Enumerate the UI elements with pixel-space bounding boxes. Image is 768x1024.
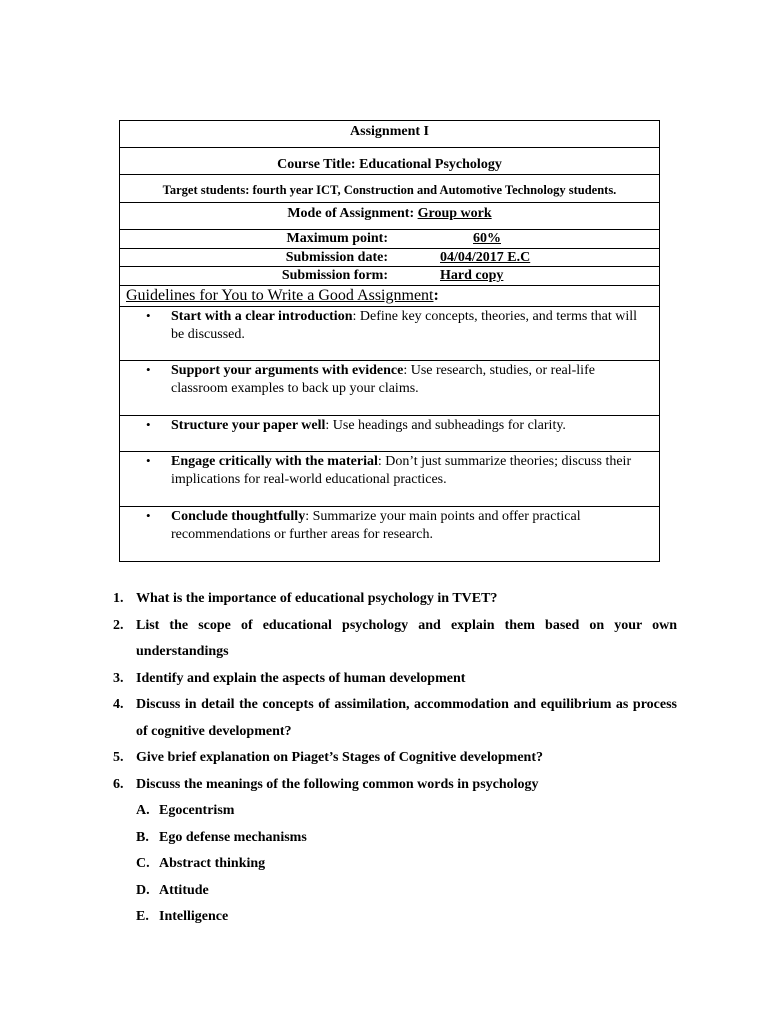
term-text: Abstract thinking bbox=[159, 856, 266, 871]
term-text: Intelligence bbox=[159, 909, 229, 924]
term-letter: B. bbox=[136, 829, 149, 845]
question-number: 4. bbox=[113, 697, 124, 712]
question-text: Identify and explain the aspects of human development bbox=[136, 670, 466, 686]
term-item bbox=[136, 904, 677, 931]
mode-of-assignment bbox=[120, 203, 659, 230]
bullet-icon: • bbox=[146, 452, 151, 468]
target-students: Target students: fourth year ICT, Construction and Automotive Technology students. bbox=[120, 175, 659, 203]
bullet-icon: • bbox=[146, 507, 151, 523]
question-text: Give brief explanation on Piaget’s Stages of Cognitive development? bbox=[136, 750, 544, 765]
mode-label: Mode of Assignment: bbox=[287, 206, 418, 221]
question-text: List the scope of educational psychology and explain them based on your own understandings bbox=[136, 617, 677, 659]
question-number: 2. bbox=[113, 617, 124, 633]
term-text: Egocentrism bbox=[159, 803, 235, 818]
maximum-point-row bbox=[120, 230, 659, 249]
guideline-text: : Use research, studies, or real-life classroom examples to back up your claims. bbox=[171, 362, 595, 396]
guideline-item bbox=[120, 307, 659, 361]
guideline-item bbox=[120, 507, 659, 561]
guideline-item bbox=[120, 452, 659, 507]
term-letter: A. bbox=[136, 803, 150, 818]
guideline-text: : Define key concepts, theories, and terms that will be discussed. bbox=[171, 308, 638, 342]
guideline-bold: Start with a clear introduction bbox=[171, 308, 353, 324]
submission-form-row bbox=[120, 267, 659, 286]
assignment-info-table bbox=[119, 120, 660, 562]
term-item bbox=[136, 878, 677, 905]
term-letter: D. bbox=[136, 882, 150, 898]
guideline-text: : Use headings and subheadings for clarity. bbox=[325, 417, 566, 433]
course-title: Course Title: Educational Psychology bbox=[120, 148, 659, 175]
question-item bbox=[113, 666, 677, 693]
submission-date-row bbox=[120, 249, 659, 268]
guideline-item bbox=[120, 416, 659, 452]
bullet-icon: • bbox=[146, 416, 151, 432]
question-text: Discuss in detail the concepts of assimilation, accommodation and equilibrium as process of cognitive development? bbox=[136, 697, 677, 739]
guidelines-title: Guidelines for You to Write a Good Assignment bbox=[126, 286, 434, 304]
mode-value: Group work bbox=[417, 206, 492, 221]
question-number: 1. bbox=[113, 591, 124, 606]
guideline-bold: Support your arguments with evidence bbox=[171, 362, 404, 378]
submission-form-label: Submission form: bbox=[281, 268, 388, 283]
term-letter: C. bbox=[136, 856, 150, 871]
question-item bbox=[113, 745, 677, 772]
question-number: 3. bbox=[113, 670, 124, 686]
question-list bbox=[113, 586, 677, 931]
guideline-bold: Conclude thoughtfully bbox=[171, 508, 306, 524]
assignment-title: Assignment I bbox=[120, 121, 659, 148]
term-item bbox=[136, 798, 677, 825]
term-text: Attitude bbox=[159, 882, 209, 898]
term-letter: E. bbox=[136, 909, 149, 924]
bullet-icon: • bbox=[146, 307, 151, 323]
question-number: 5. bbox=[113, 750, 124, 765]
submission-form-value: Hard copy bbox=[440, 268, 504, 283]
guideline-item bbox=[120, 361, 659, 416]
question-number: 6. bbox=[113, 776, 124, 792]
question-item bbox=[113, 586, 677, 613]
maximum-point-value: 60% bbox=[473, 231, 501, 246]
term-text: Ego defense mechanisms bbox=[159, 829, 307, 845]
term-item bbox=[136, 825, 677, 852]
bullet-icon: • bbox=[146, 361, 151, 377]
term-item bbox=[136, 851, 677, 878]
guidelines-colon: : bbox=[433, 286, 439, 304]
guideline-text: : Don’t just summarize theories; discuss their implications for real-world educational practices. bbox=[171, 453, 632, 487]
guideline-bold: Engage critically with the material bbox=[171, 453, 378, 469]
maximum-point-label: Maximum point: bbox=[286, 231, 388, 246]
guideline-text: : Summarize your main points and offer practical recommendations or further areas for research. bbox=[171, 508, 581, 542]
question-item bbox=[113, 772, 677, 799]
submission-date-value: 04/04/2017 E.C bbox=[440, 249, 531, 265]
question-item bbox=[113, 613, 677, 666]
question-item bbox=[113, 692, 677, 745]
guideline-bold: Structure your paper well bbox=[171, 417, 326, 433]
question-text: What is the importance of educational psychology in TVET? bbox=[136, 591, 498, 606]
question-text: Discuss the meanings of the following common words in psychology bbox=[136, 776, 539, 792]
guidelines-heading bbox=[120, 286, 659, 307]
submission-date-label: Submission date: bbox=[285, 249, 388, 265]
